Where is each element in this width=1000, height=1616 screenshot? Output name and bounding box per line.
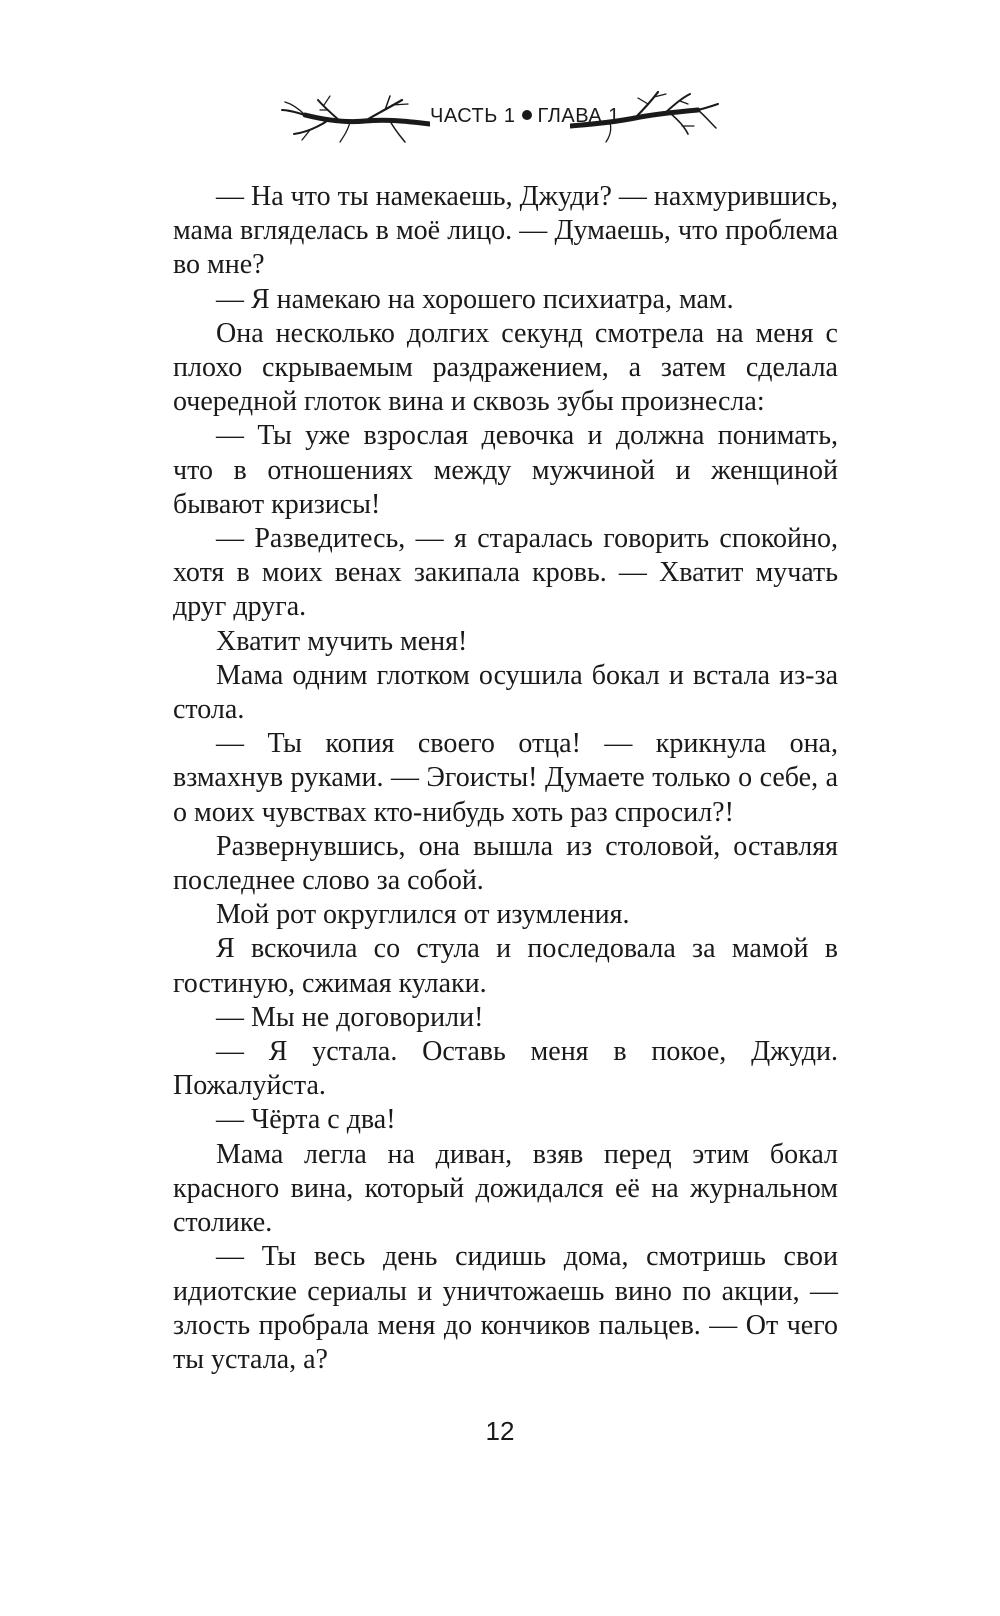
paragraph: — Чёрта с два! [216, 1104, 396, 1136]
page-number: 12 [485, 1416, 515, 1446]
paragraph: Развернувшись, она вышла из столовой, оставляя последнее слово за собой. [173, 830, 838, 897]
body-text [173, 180, 838, 1377]
paragraph: — Ты уже взрослая девочка и должна понимать, что в отношениях между мужчиной и женщиной бывают кризисы! [173, 420, 838, 520]
paragraph: — На что ты намекаешь, Джуди? — нахмурившись, мама вгляделась в моё лицо. — Думаешь, что проблема во мне? [173, 181, 838, 281]
paragraph: Она несколько долгих секунд смотрела на меня с плохо скрываемым раздражением, а затем сделала очередной глоток вина и сквозь зубы произнесла: [173, 317, 838, 418]
paragraph: — Я устала. Оставь меня в покое, Джуди. Пожалуйста. [173, 1036, 838, 1102]
paragraph: — Ты весь день сидишь дома, смотришь свои идиотские сериалы и уничтожаешь вино по акции, — злость пробрала меня до кончиков пальцев. — От чего ты устала, а? [173, 1241, 838, 1375]
paragraph: Мама легла на диван, взяв перед этим бокал красного вина, который дожидался её на журнальном столике. [173, 1138, 838, 1239]
paragraph: — Разведитесь, — я старалась говорить спокойно, хотя в моих венах закипала кровь. — Хватит мучать друг друга. [173, 523, 838, 623]
paragraph: Я вскочила со стула и последовала за мамой в гостиную, сжимая кулаки. [173, 933, 838, 999]
paragraph: Хватит мучить меня! [216, 625, 468, 657]
paragraph: — Ты копия своего отца! — крикнула она, взмахнув руками. — Эгоисты! Думаете только о себе, а о моих чувствах кто-нибудь хоть раз спросил?! [173, 728, 838, 828]
branch-ornament-right-icon [570, 88, 720, 148]
paragraph: — Мы не договорили! [216, 1001, 484, 1033]
branch-ornament-left-icon [280, 88, 430, 148]
running-header [0, 88, 1000, 148]
bullet-dot-icon [522, 110, 532, 120]
part-label: ЧАСТЬ 1 [430, 105, 516, 127]
chapter-label: ГЛАВА 1 [537, 105, 620, 127]
paragraph: Мама одним глотком осушила бокал и встала из-за стола. [173, 659, 838, 726]
chapter-heading [430, 105, 620, 128]
paragraph: — Я намекаю на хорошего психиатра, мам. [216, 283, 734, 315]
paragraph: Мой рот округлился от изумления. [216, 899, 630, 931]
